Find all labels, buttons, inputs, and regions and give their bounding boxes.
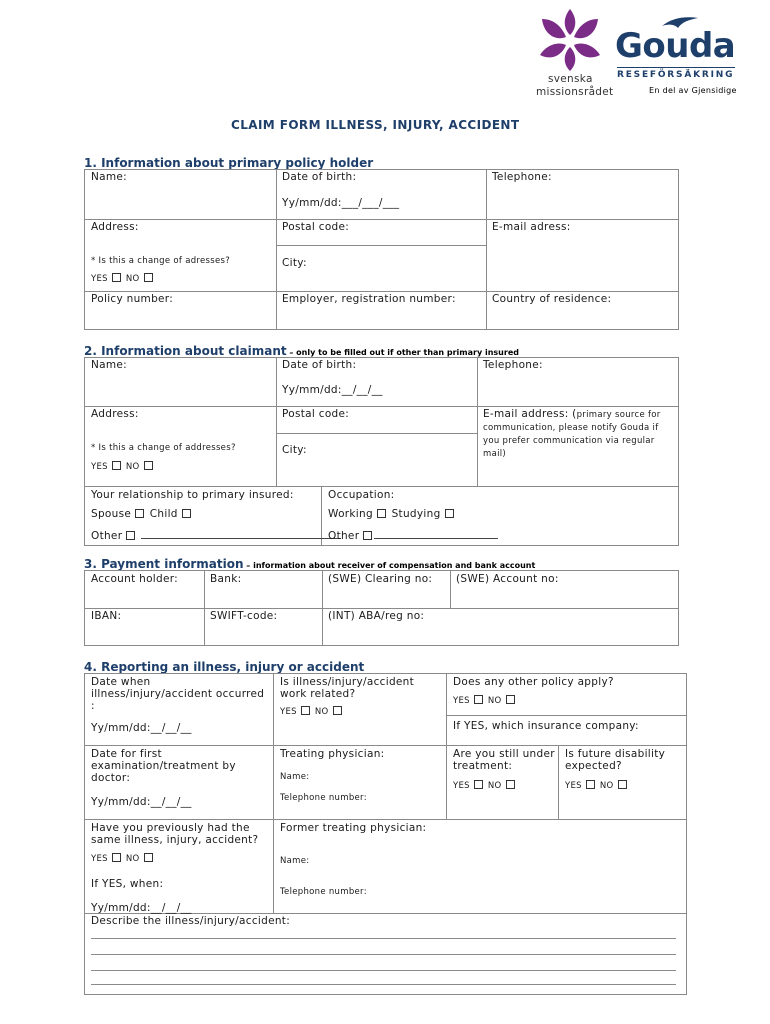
describe-line[interactable]	[91, 954, 676, 955]
previously-yes-checkbox[interactable]	[112, 853, 121, 862]
work-related-yes-checkbox[interactable]	[301, 706, 310, 715]
s4-other-policy-answer: YES NO	[453, 695, 517, 707]
missions-logo	[530, 5, 614, 100]
describe-line[interactable]	[91, 938, 676, 939]
still-under-yes-checkbox[interactable]	[474, 780, 483, 789]
future-disability-no-checkbox[interactable]	[618, 780, 627, 789]
child-checkbox[interactable]	[182, 509, 191, 518]
s4-future-disability-answer: YES NO	[565, 780, 629, 792]
s4-previously-label: Have you previously had the same illness, injury, accident?	[91, 822, 259, 846]
previously-no-checkbox[interactable]	[144, 853, 153, 862]
describe-line[interactable]	[91, 970, 676, 971]
s1-employer-label: Employer, registration number:	[282, 293, 456, 305]
s4-date-occurred-label: Date when illness/injury/accident occurred :	[91, 676, 265, 712]
gouda-sub: RESEFÖRSÄKRING	[617, 70, 735, 80]
relationship-other-line[interactable]	[141, 529, 341, 539]
s1-dob-format: Yy/mm/dd:___/___/___	[282, 197, 400, 209]
s4-treating-phone-label: Telephone number:	[280, 793, 367, 803]
s2-dob-label: Date of birth:	[282, 359, 357, 371]
s1-change-question: * Is this a change of adresses?	[91, 256, 231, 266]
describe-line[interactable]	[91, 984, 676, 985]
s2-email-note: primary source for communication, please notify Gouda if you prefer communication via regular mail)	[483, 410, 661, 459]
s2-relationship-label: Your relationship to primary insured:	[91, 489, 294, 501]
s1-change-no-checkbox[interactable]	[144, 273, 153, 282]
s4-first-exam-format: Yy/mm/dd:__/__/__	[91, 796, 192, 808]
missions-star-icon	[530, 5, 610, 73]
s4-treating-label: Treating physician:	[280, 748, 385, 760]
other-policy-no-checkbox[interactable]	[506, 695, 515, 704]
s1-email-label: E-mail adress:	[492, 221, 571, 233]
work-related-no-checkbox[interactable]	[333, 706, 342, 715]
relationship-other-checkbox[interactable]	[126, 531, 135, 540]
s2-dob-format: Yy/mm/dd:__/__/__	[282, 384, 383, 396]
s3-iban-label: IBAN:	[91, 610, 122, 622]
s1-dob-label: Date of birth:	[282, 171, 357, 183]
s3-account-label: (SWE) Account no:	[456, 573, 559, 585]
s1-name-label: Name:	[91, 171, 128, 183]
s3-clearing-label: (SWE) Clearing no:	[328, 573, 433, 585]
s2-relationship-options: Spouse Child	[91, 508, 193, 520]
s4-previously-answer: YES NO	[91, 853, 155, 865]
s2-email-block	[483, 408, 675, 460]
s4-work-related-label: Is illness/injury/accident work related?	[280, 676, 415, 700]
gouda-name: Gouda	[615, 26, 736, 66]
s4-other-policy-label: Does any other policy apply?	[453, 676, 614, 688]
studying-checkbox[interactable]	[445, 509, 454, 518]
s1-change-answer: YES NO	[91, 273, 155, 285]
s4-previously-date-format: Yy/mm/dd:__/__/__	[91, 902, 192, 914]
s4-former-name-label: Name:	[280, 856, 310, 866]
s2-city-label: City:	[282, 444, 307, 456]
s1-policy-label: Policy number:	[91, 293, 174, 305]
s4-still-under-answer: YES NO	[453, 780, 517, 792]
gouda-logo	[615, 12, 740, 95]
s2-address-label: Address:	[91, 408, 139, 420]
s1-country-label: Country of residence:	[492, 293, 612, 305]
s3-holder-label: Account holder:	[91, 573, 179, 585]
working-checkbox[interactable]	[377, 509, 386, 518]
s2-change-answer: YES NO	[91, 461, 155, 473]
occupation-other-line[interactable]	[374, 529, 498, 539]
s3-bank-label: Bank:	[210, 573, 242, 585]
s1-postal-label: Postal code:	[282, 221, 350, 233]
s2-change-no-checkbox[interactable]	[144, 461, 153, 470]
s1-city-label: City:	[282, 257, 307, 269]
s4-first-exam-label: Date for first examination/treatment by doctor:	[91, 748, 236, 784]
gouda-tagline: En del av Gjensidige	[649, 86, 737, 95]
s4-former-phone-label: Telephone number:	[280, 887, 367, 897]
s4-describe-label: Describe the illness/injury/accident:	[91, 915, 291, 927]
s4-work-related-answer: YES NO	[280, 706, 344, 718]
s2-occupation-options: Working Studying	[328, 508, 456, 520]
other-policy-yes-checkbox[interactable]	[474, 695, 483, 704]
s2-relationship-other: Other	[91, 529, 341, 542]
missions-line2: missionsrådet	[536, 86, 614, 98]
occupation-other-checkbox[interactable]	[363, 531, 372, 540]
spouse-checkbox[interactable]	[135, 509, 144, 518]
s2-change-question: * Is this a change of addresses?	[91, 443, 236, 453]
s2-occupation-other: Other	[328, 529, 498, 542]
s1-change-yes-checkbox[interactable]	[112, 273, 121, 282]
section-3-heading: 3. Payment information – information about receiver of compensation and bank account	[84, 557, 536, 571]
s4-future-disability-label: Is future disability expected?	[565, 748, 666, 772]
s2-postal-label: Postal code:	[282, 408, 350, 420]
still-under-no-checkbox[interactable]	[506, 780, 515, 789]
s4-still-under-label: Are you still under treatment:	[453, 748, 555, 772]
s2-name-label: Name:	[91, 359, 128, 371]
s3-swift-label: SWIFT-code:	[210, 610, 278, 622]
section-1-heading: 1. Information about primary policy holder	[84, 156, 374, 170]
form-title: CLAIM FORM ILLNESS, INJURY, ACCIDENT	[231, 118, 520, 132]
s4-former-physician-label: Former treating physician:	[280, 822, 427, 834]
s4-date-occurred-format: Yy/mm/dd:__/__/__	[91, 722, 192, 734]
s2-telephone-label: Telephone:	[483, 359, 543, 371]
section-1-table	[84, 169, 679, 330]
s4-insurance-company-label: If YES, which insurance company:	[453, 720, 639, 732]
s2-change-yes-checkbox[interactable]	[112, 461, 121, 470]
s1-telephone-label: Telephone:	[492, 171, 552, 183]
missions-line1: svenska	[548, 73, 593, 85]
section-4-heading: 4. Reporting an illness, injury or accident	[84, 660, 365, 674]
s2-email-label: E-mail address: (	[483, 408, 577, 420]
s3-aba-label: (INT) ABA/reg no:	[328, 610, 425, 622]
s4-treating-name-label: Name:	[280, 772, 310, 782]
s1-address-label: Address:	[91, 221, 139, 233]
s2-occupation-label: Occupation:	[328, 489, 395, 501]
future-disability-yes-checkbox[interactable]	[586, 780, 595, 789]
section-2-heading: 2. Information about claimant – only to be filled out if other than primary insured	[84, 344, 519, 358]
s4-if-yes-when-label: If YES, when:	[91, 878, 164, 890]
